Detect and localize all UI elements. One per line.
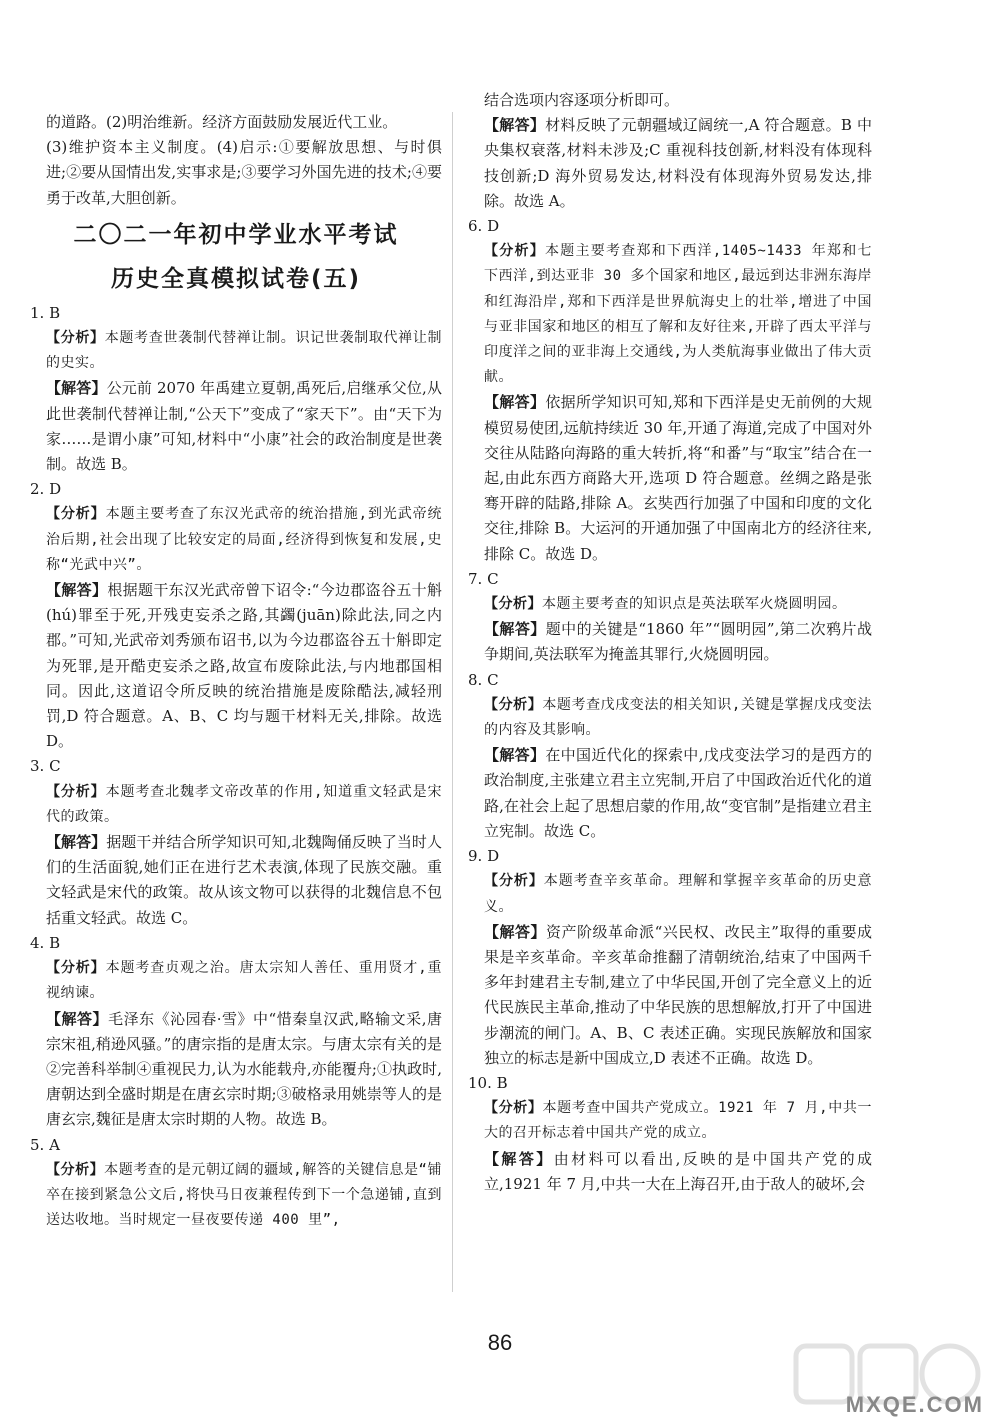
question-1-solution: 【解答】公元前 2070 年禹建立夏朝,禹死后,启继承父位,从此世袭制代替禅让制,“公天下”变成了“家天下”。由“天下为家……是谓小康”可知,材料中“小康”社会的政治制度是世袭制。故选 B。 — [46, 379, 442, 474]
question-5-continuation: 结合选项内容逐项分析即可。 — [484, 91, 680, 109]
question-10-analysis: 【分析】本题考查中国共产党成立。1921 年 7 月,中共一大的召开标志着中国共产党的成立。 — [484, 1100, 873, 1142]
question-2-analysis: 【分析】本题主要考查了东汉光武帝的统治措施,到光武帝统治后期,社会出现了比较安定的局面,经济得到恢复和发展,史称“光武中兴”。 — [46, 506, 443, 573]
question-1-answer: 1. B — [30, 303, 61, 322]
watermark-text: MXQE.COM — [845, 1392, 984, 1417]
question-4-solution: 【解答】毛泽东《沁园春·雪》中“惜秦皇汉武,略输文采,唐宗宋祖,稍逊风骚。”的唐宗指的是唐太宗。与唐太宗有关的是②完善科举制④重视民力,认为水能载舟,亦能覆舟;①执政时,唐朝达到全盛时期是在唐玄宗时期;③破格录用姚崇等人的是唐玄宗,魏征是唐太宗时期的人物。故选 B。 — [46, 1009, 442, 1129]
question-6-answer: 6. D — [468, 217, 500, 236]
question-6-analysis: 【分析】本题主要考查郑和下西洋,1405~1433 年郑和七下西洋,到达亚非 30 多个国家和地区,最远到达非洲东海岸和红海沿岸,郑和下西洋是世界航海史上的壮举,增进了中国与亚非国家和地区的相互了解和友好往来,开辟了西太平洋与印度洋之间的亚非海上交通线,为人类航海事业做出了伟大贡献。 — [484, 243, 873, 386]
analysis-tag: 【分析】 — [484, 873, 544, 890]
analysis-tag: 【分析】 — [484, 243, 546, 260]
intro-line-2: (3)维护资本主义制度。(4)启示:①要解放思想、与时俱进;②要从国情出发,实事求是;③要学习外国先进的技术;④要勇于改革,大胆创新。 — [46, 138, 442, 207]
question-5-solution: 【解答】材料反映了元朝疆域辽阔统一,A 符合题意。B 中央集权衰落,材料未涉及;C 重视科技创新,材料没有体现科技创新;D 海外贸易发达,材料没有体现海外贸易发达,排除。故选 A。 — [484, 116, 872, 210]
question-2-solution: 【解答】根据题干东汉光武帝曾下诏令:“今边郡盗谷五十斛(hú)罪至于死,开残吏妄杀之路,其蠲(juān)除此法,同之内郡。”可知,光武帝刘秀颁布诏书,以为今边郡盗谷五十斛即定为死罪,是开酷吏妄杀之路,故宣布废除此法,与内地郡国相同。因此,这道诏令所反映的统治措施是废除酷法,减轻刑罚,D 符合题意。A、B、C 均与题干材料无关,排除。故选 D。 — [46, 581, 442, 751]
analysis-tag: 【分析】 — [484, 696, 543, 713]
question-8-analysis: 【分析】本题考查戊戌变法的相关知识,关键是掌握戊戌变法的内容及其影响。 — [484, 696, 873, 739]
analysis-tag: 【分析】 — [46, 960, 106, 977]
question-2-answer: 2. D — [30, 480, 62, 499]
question-4-analysis: 【分析】本题考查贞观之治。唐太宗知人善任、重用贤才,重视纳谏。 — [46, 960, 443, 1002]
analysis-tag: 【分析】 — [46, 783, 106, 800]
solution-tag: 【解答】 — [484, 922, 547, 941]
question-1-analysis: 【分析】本题考查世袭制代替禅让制。识记世袭制取代禅让制的史实。 — [46, 330, 443, 372]
solution-tag: 【解答】 — [46, 833, 107, 852]
question-6-solution: 【解答】依据所学知识可知,郑和下西洋是史无前例的大规模贸易使团,远航持续近 30 年,开通了海道,完成了中国对外交往从陆路向海路的重大转折,将“和番”与“取宝”结合在一起,由此东西方商路大开,选项 D 符合题意。丝绸之路是张骞开辟的陆路,排除 A。玄奘西行加强了中国和印度的文化交往,排除 B。大运河的开通加强了中国南北方的经济往来,排除 C。故选 D。 — [484, 393, 872, 563]
solution-tag: 【解答】 — [484, 116, 546, 135]
question-10-answer: 10. B — [468, 1073, 508, 1092]
solution-tag: 【解答】 — [484, 620, 546, 639]
question-4-answer: 4. B — [30, 933, 61, 952]
analysis-tag: 【分析】 — [484, 1100, 543, 1117]
question-8-solution: 【解答】在中国近代化的探索中,戊戌变法学习的是西方的政治制度,主张建立君主立宪制,开启了中国政治近代化的道路,在社会上起了思想启蒙的作用,故“变官制”是指建立君主立宪制。故选 C。 — [484, 746, 872, 840]
question-3-analysis: 【分析】本题考查北魏孝文帝改革的作用,知道重文轻武是宋代的政策。 — [46, 783, 443, 825]
right-column — [468, 88, 872, 1197]
analysis-tag: 【分析】 — [46, 330, 105, 347]
analysis-tag: 【分析】 — [484, 596, 542, 613]
question-9-analysis: 【分析】本题考查辛亥革命。理解和掌握辛亥革命的历史意义。 — [484, 873, 873, 915]
question-10-solution: 【解答】由材料可以看出,反映的是中国共产党的成立,1921 年 7 月,中共一大在上海召开,由于敌人的破坏,会 — [484, 1149, 872, 1193]
intro-line-1: 的道路。(2)明治维新。经济方面鼓励发展近代工业。 — [46, 113, 398, 131]
question-5-analysis: 【分析】本题考查的是元朝辽阔的疆域,解答的关键信息是“铺卒在接到紧急公文后,将快马日夜兼程传到下一个急递铺,直到送达收地。当时规定一昼夜要传递 400 里”, — [46, 1161, 442, 1229]
exam-subtitle: 历史全真模拟试卷(五) — [110, 265, 362, 292]
solution-tag: 【解答】 — [484, 746, 546, 765]
solution-tag: 【解答】 — [484, 393, 546, 412]
question-8-answer: 8. C — [468, 670, 499, 689]
solution-tag: 【解答】 — [46, 379, 107, 398]
question-7-answer: 7. C — [468, 569, 499, 588]
page-number: 86 — [487, 1330, 513, 1355]
left-column — [30, 110, 442, 1233]
question-5-answer: 5. A — [30, 1135, 60, 1154]
column-divider — [452, 112, 453, 1292]
question-9-solution: 【解答】资产阶级革命派“兴民权、改民主”取得的重要成果是辛亥革命。辛亥革命推翻了清朝统治,结束了中国两千多年封建君主专制,建立了中华民国,开创了完全意义上的近代民族民主革命,推动了中华民族的思想解放,打开了中国进步潮流的闸门。A、B、C 表述正确。实现民族解放和国家独立的标志是新中国成立,D 表述不正确。故选 D。 — [484, 922, 872, 1067]
question-3-answer: 3. C — [30, 757, 61, 776]
question-7-analysis: 【分析】本题主要考查的知识点是英法联军火烧圆明园。 — [484, 596, 847, 613]
analysis-tag: 【分析】 — [46, 506, 106, 523]
analysis-tag: 【分析】 — [46, 1161, 105, 1178]
question-3-solution: 【解答】据题干并结合所学知识可知,北魏陶俑反映了当时人们的生活面貌,她们正在进行艺术表演,体现了民族交融。重文轻武是宋代的政策。故从该文物可以获得的北魏信息不包括重文轻武。故选 C。 — [46, 833, 442, 927]
solution-tag: 【解答】 — [484, 1149, 554, 1168]
question-7-solution: 【解答】题中的关键是“1860 年”“圆明园”,第二次鸦片战争期间,英法联军为掩盖其罪行,火烧圆明园。 — [484, 620, 872, 664]
question-9-answer: 9. D — [468, 847, 500, 866]
solution-tag: 【解答】 — [46, 1009, 109, 1028]
exam-title: 二〇二一年初中学业水平考试 — [73, 221, 399, 248]
solution-tag: 【解答】 — [46, 581, 108, 600]
